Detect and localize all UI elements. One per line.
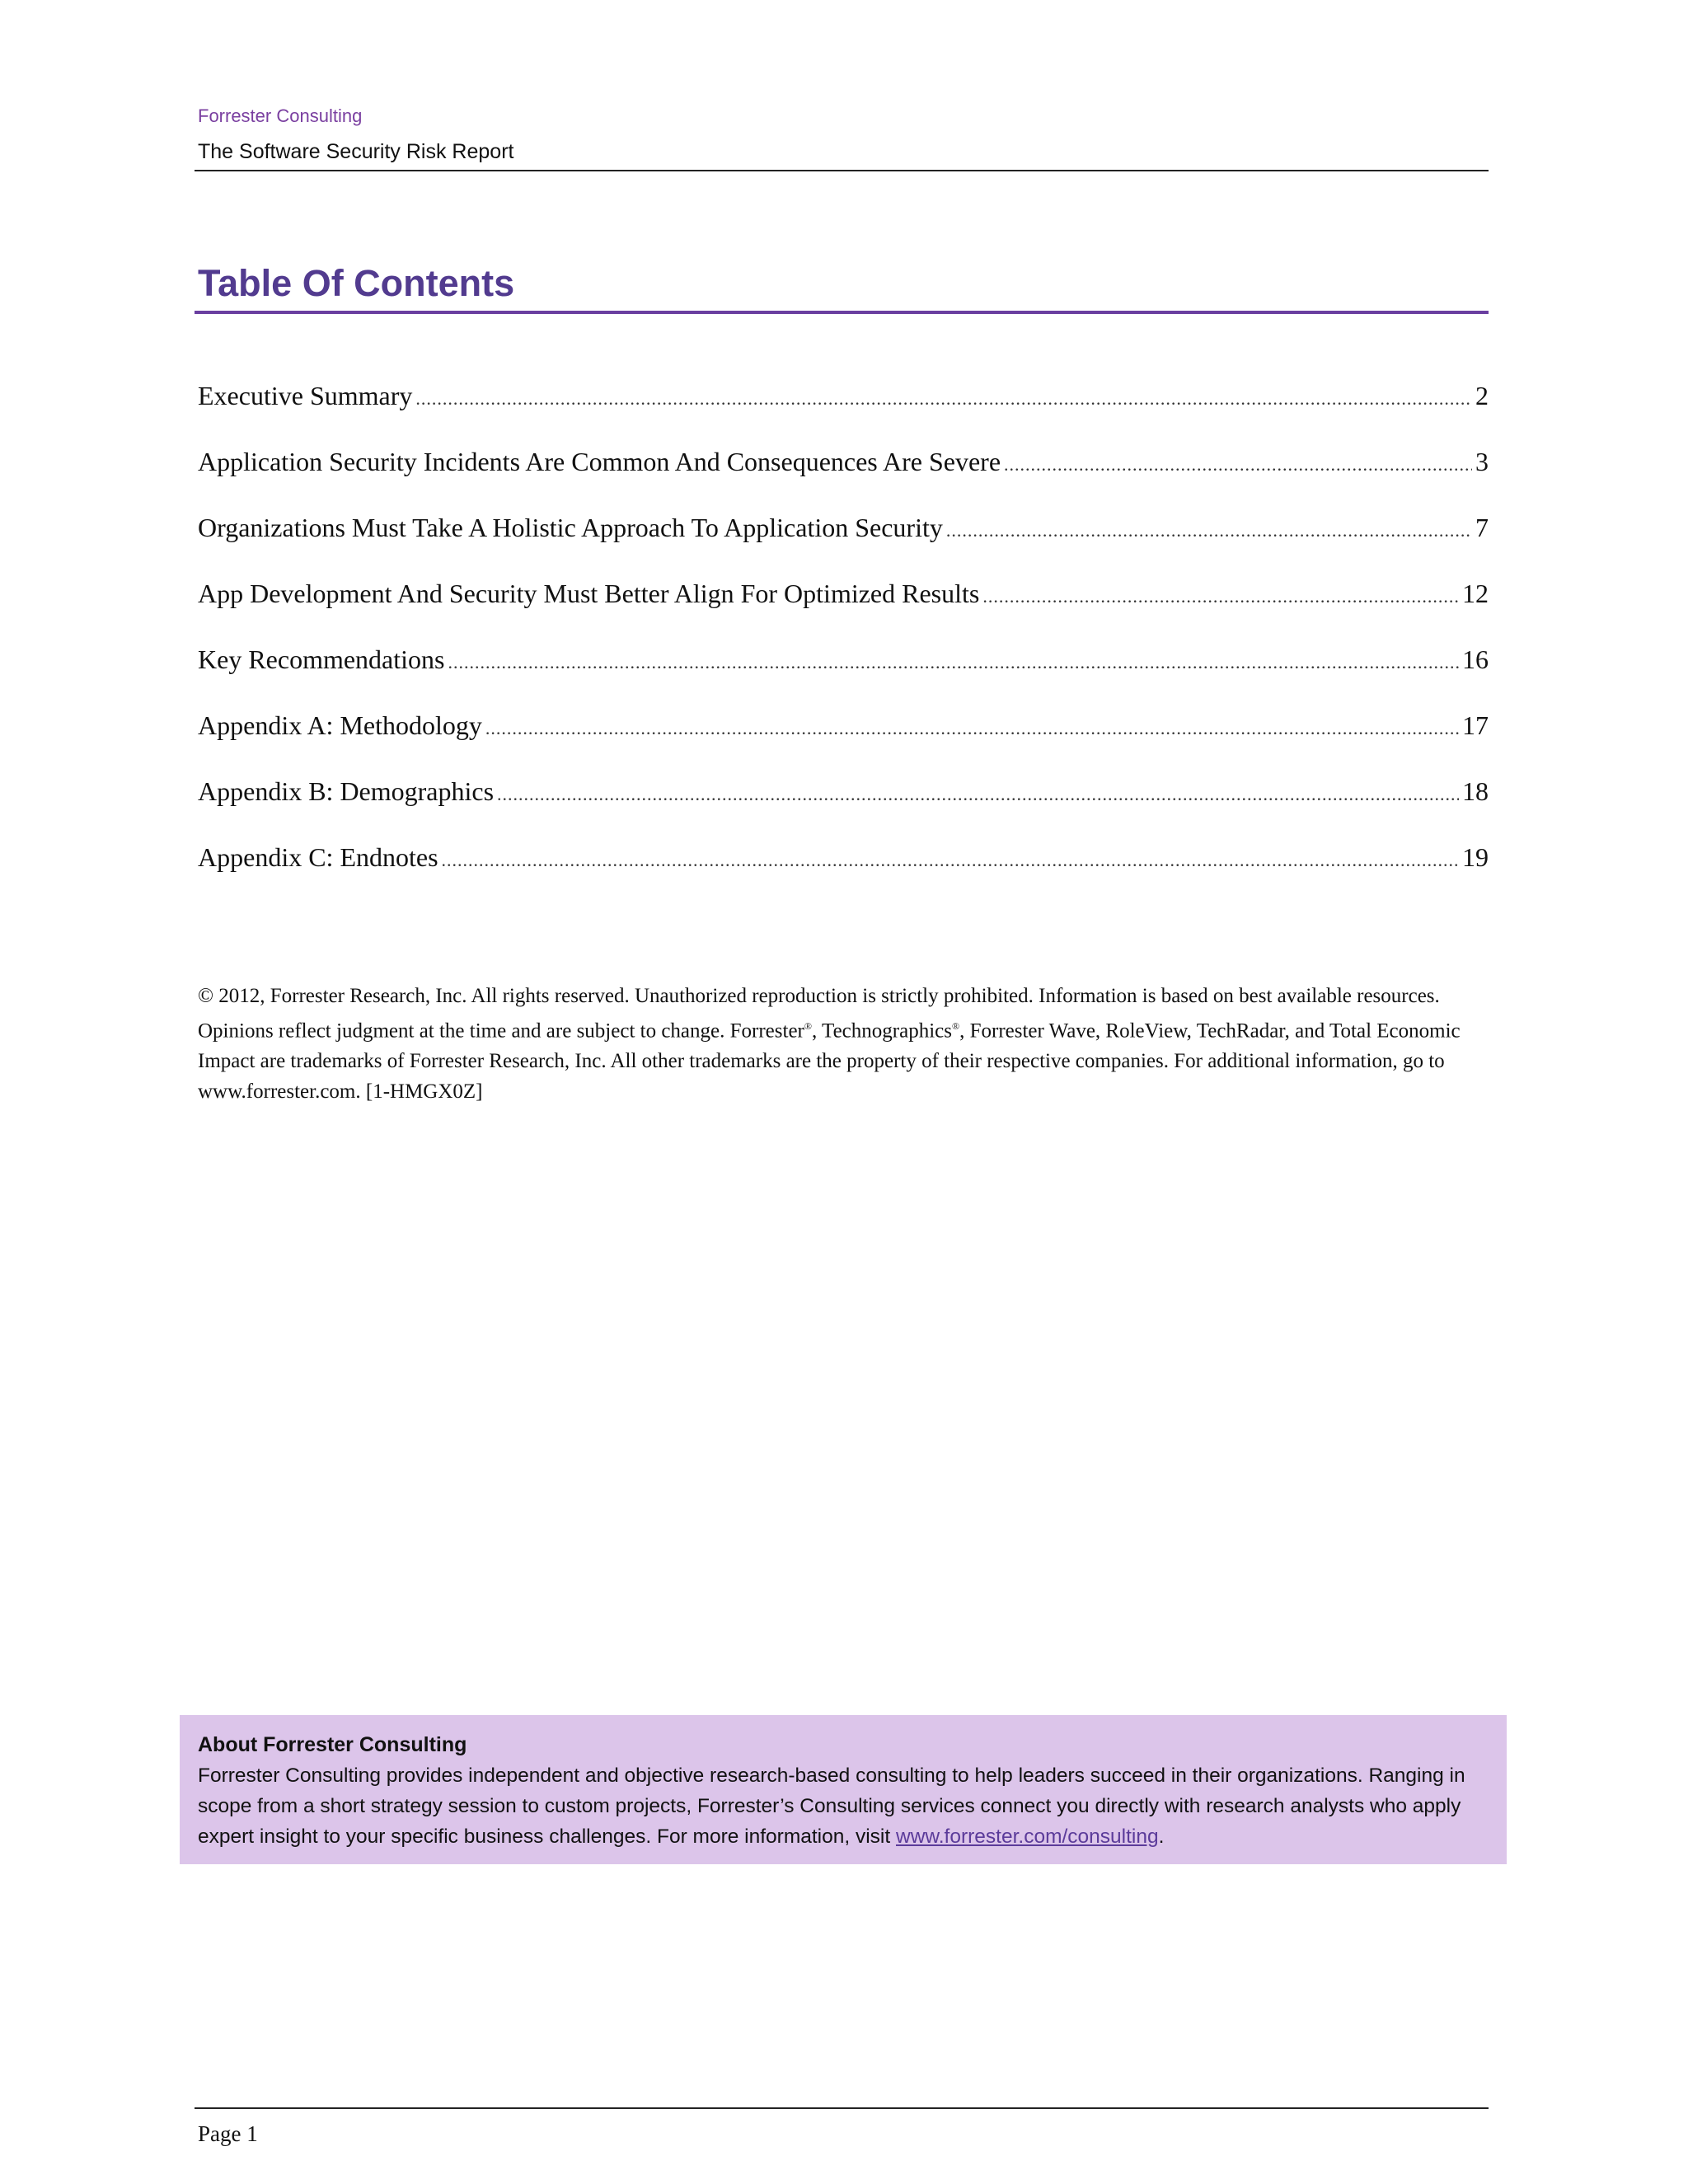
header-divider xyxy=(195,170,1489,171)
copyright-part-3: , Forrester Wave, RoleView, TechRadar, and Total Economic Impact are trademarks of Forrester Research, Inc. All other trademarks are the property of their respective companies. For additional information, go to www.forrester.com. [1-HMGX0Z] xyxy=(198,1019,1461,1104)
toc-entry[interactable] xyxy=(198,644,1489,710)
toc-entry-page: 17 xyxy=(1462,710,1489,740)
toc-entry[interactable] xyxy=(198,776,1489,842)
consulting-link[interactable]: www.forrester.com/consulting xyxy=(896,1825,1159,1848)
about-trailing: . xyxy=(1158,1825,1165,1848)
about-title: About Forrester Consulting xyxy=(198,1733,467,1756)
toc-entry-title: Key Recommendations xyxy=(198,644,445,674)
toc-list xyxy=(198,381,1489,908)
toc-entry-page: 16 xyxy=(1462,644,1489,674)
page-number: Page 1 xyxy=(198,2121,258,2146)
toc-leader-dots xyxy=(946,520,1472,541)
copyright-part-2: , Technographics xyxy=(812,1019,952,1043)
copyright-notice xyxy=(198,981,1492,1107)
toc-entry-title: Organizations Must Take A Holistic Approach To Application Security xyxy=(198,513,943,542)
toc-entry-page: 12 xyxy=(1462,579,1489,608)
copyright-text xyxy=(198,981,1492,1107)
toc-entry[interactable] xyxy=(198,381,1489,447)
toc-entry-page: 7 xyxy=(1475,513,1489,542)
toc-entry-title: Application Security Incidents Are Common And Consequences Are Severe xyxy=(198,447,1001,476)
toc-leader-dots xyxy=(485,718,1459,739)
toc-leader-dots xyxy=(497,784,1459,805)
toc-leader-dots xyxy=(448,652,1459,673)
toc-entry[interactable] xyxy=(198,710,1489,776)
toc-entry-page: 18 xyxy=(1462,776,1489,806)
footer-divider xyxy=(195,2107,1489,2109)
toc-entry-title: Appendix B: Demographics xyxy=(198,776,495,806)
toc-entry-title: Appendix C: Endnotes xyxy=(198,842,438,872)
toc-leader-dots xyxy=(442,850,1459,871)
toc-entry[interactable] xyxy=(198,447,1489,513)
registered-mark: ® xyxy=(804,1020,812,1032)
toc-entry-page: 2 xyxy=(1475,381,1489,410)
toc-leader-dots xyxy=(1004,454,1472,476)
copyright-part-1: © 2012, Forrester Research, Inc. All rights reserved. Unauthorized reproduction is strictly prohibited. Information is based on best available resources. Opinions reflect judgment at the time and are subject to change. Forrester xyxy=(198,985,1440,1043)
toc-entry-title: Appendix A: Methodology xyxy=(198,710,482,740)
toc-entry-title: App Development And Security Must Better Align For Optimized Results xyxy=(198,579,980,608)
header-report-title: The Software Security Risk Report xyxy=(198,140,514,163)
registered-mark: ® xyxy=(951,1020,960,1032)
toc-heading-divider xyxy=(195,311,1489,314)
toc-entry-title: Executive Summary xyxy=(198,381,413,410)
toc-heading: Table Of Contents xyxy=(198,262,515,304)
toc-leader-dots xyxy=(982,586,1459,607)
toc-entry-page: 3 xyxy=(1475,447,1489,476)
about-body xyxy=(198,1760,1489,1852)
toc-entry[interactable] xyxy=(198,579,1489,644)
toc-entry-page: 19 xyxy=(1462,842,1489,872)
toc-entry[interactable] xyxy=(198,513,1489,579)
header-organization: Forrester Consulting xyxy=(198,105,363,126)
toc-leader-dots xyxy=(415,388,1472,410)
toc-entry[interactable] xyxy=(198,842,1489,908)
about-forrester-box xyxy=(180,1715,1507,1864)
about-body-text: Forrester Consulting provides independent and objective research-based consulting to help leaders succeed in their organizations. Ranging in scope from a short strategy session to custom projects, Forrester’s Consulting services connect you directly with research analysts who apply expert insight to your specific business challenges. For more information, visit xyxy=(198,1765,1465,1848)
